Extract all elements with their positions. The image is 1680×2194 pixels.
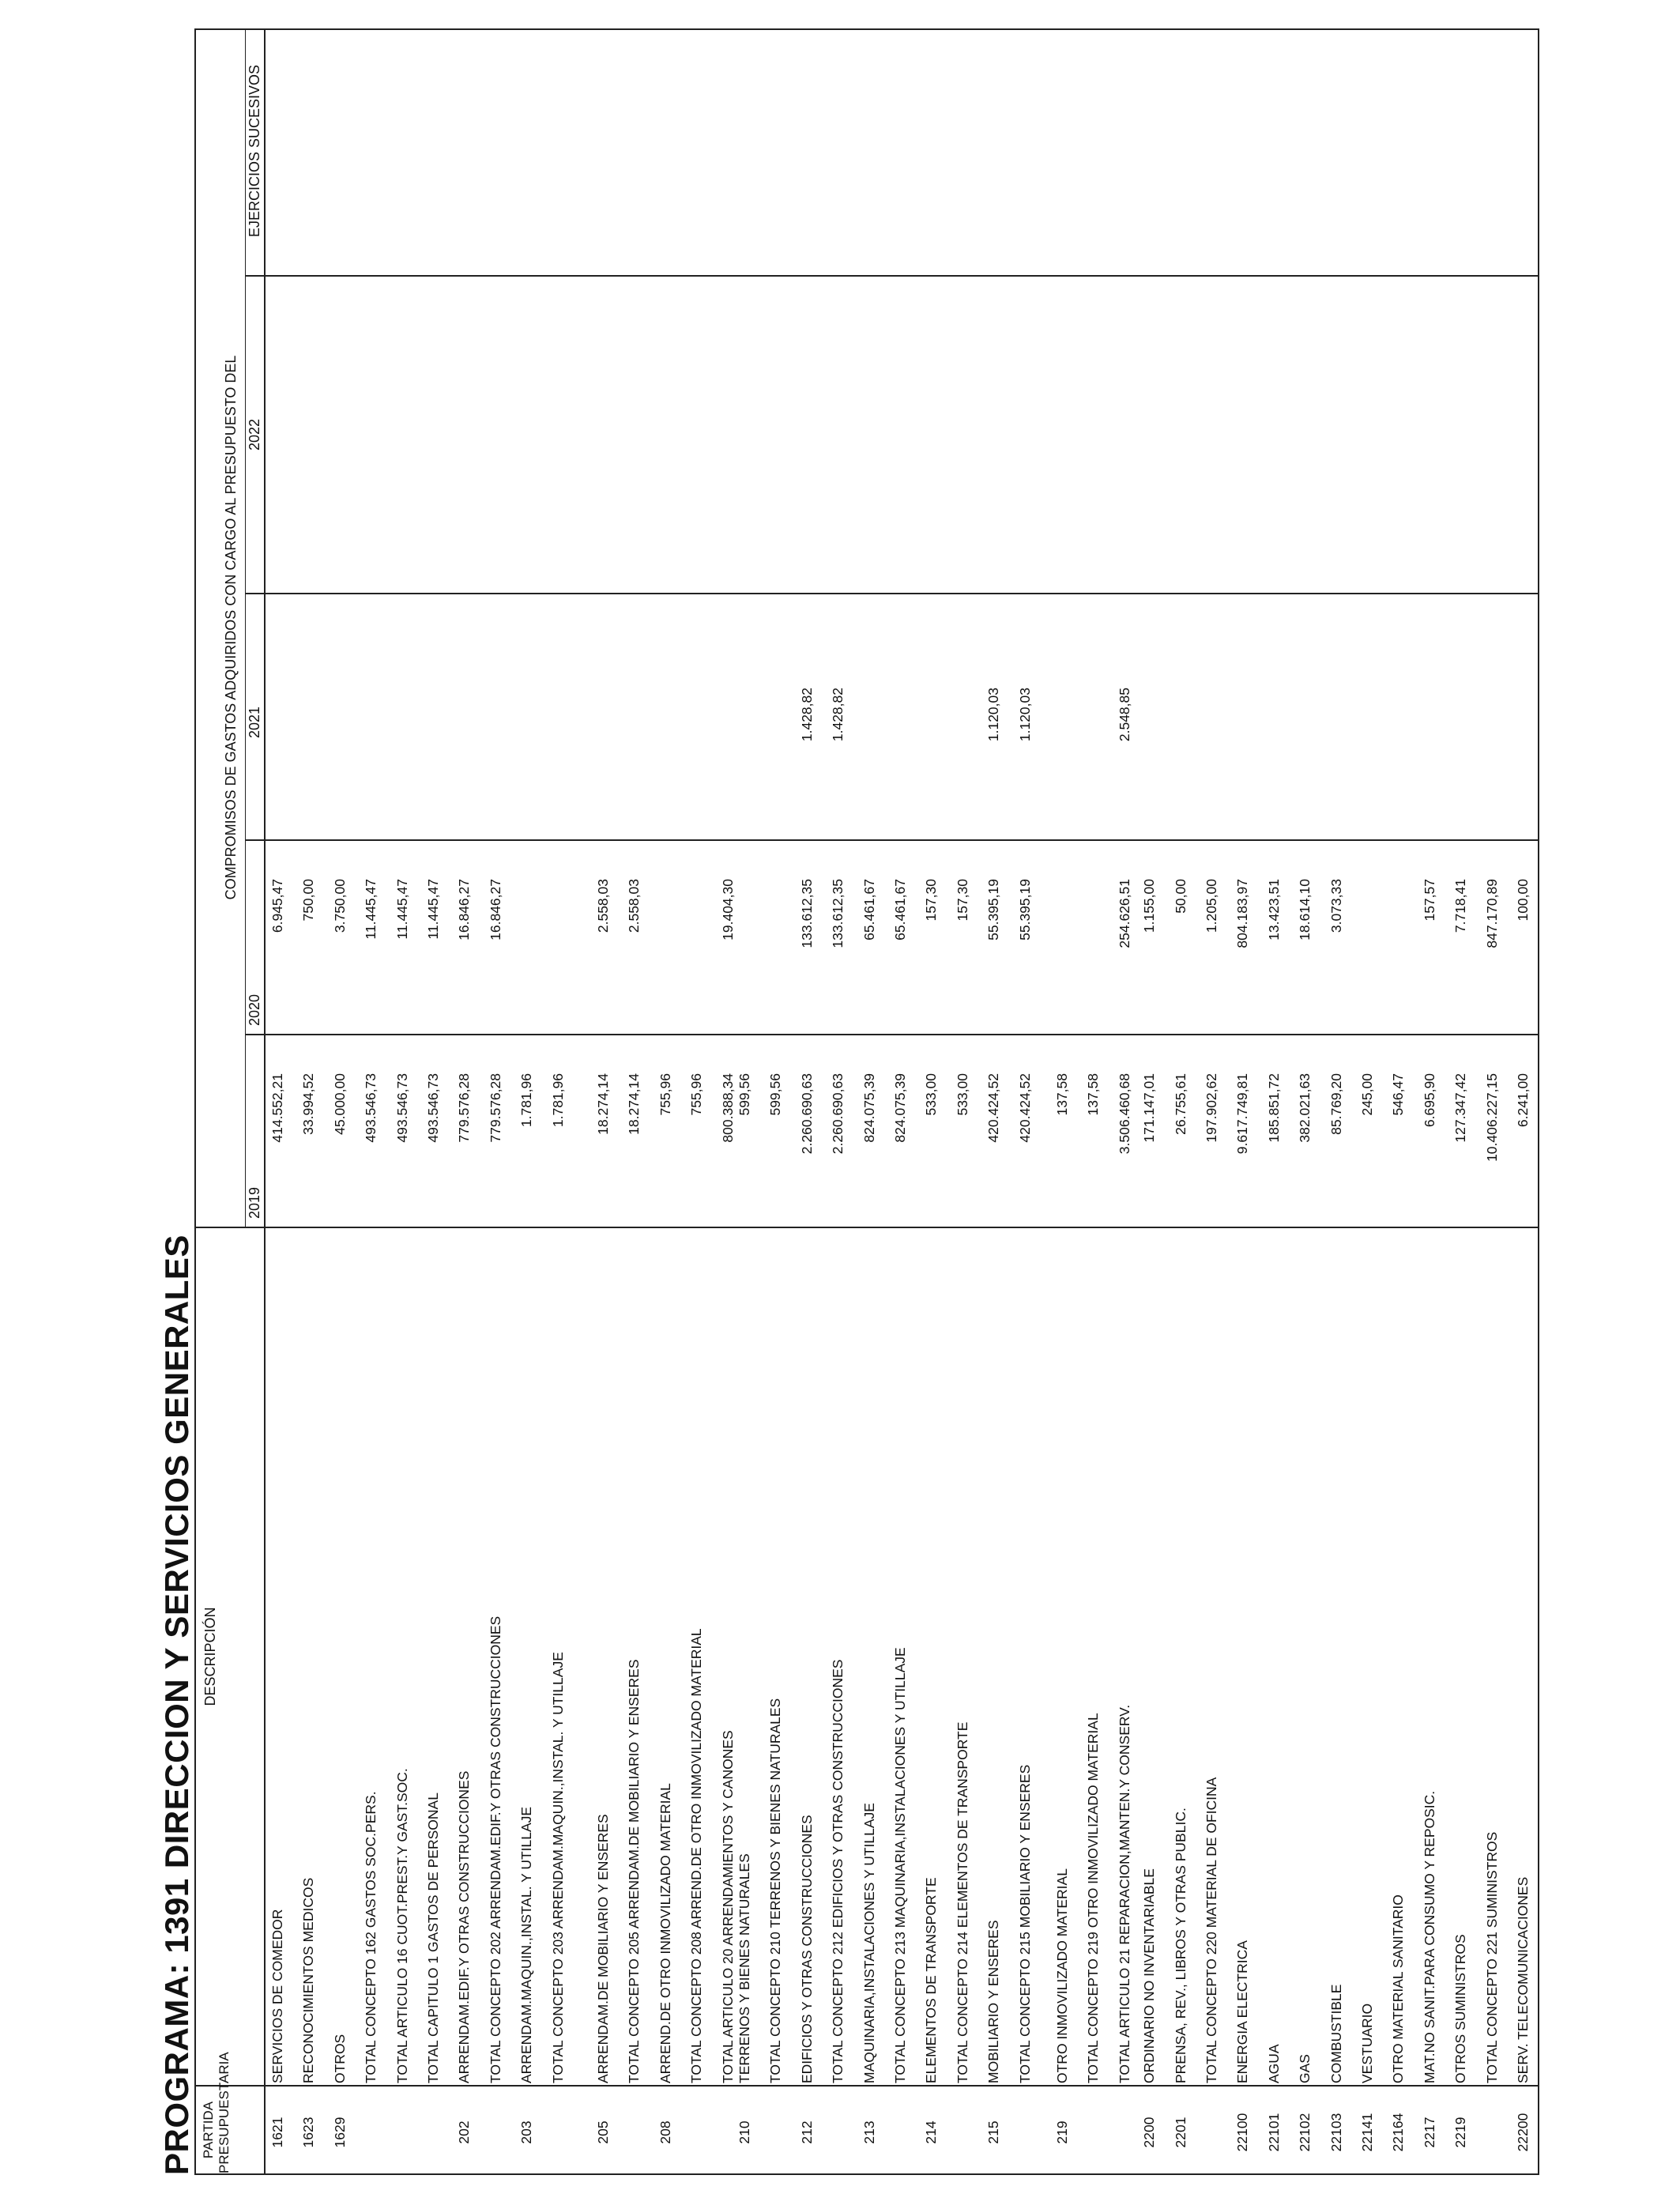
table-row bbox=[1358, 30, 1389, 2173]
amount-2019-cell: 779.576,28 bbox=[456, 1073, 473, 1143]
table-row bbox=[1203, 30, 1234, 2173]
descripcion-cell: EDIFICIOS Y OTRAS CONSTRUCCIONES bbox=[798, 1815, 815, 2083]
partida-cell: 214 bbox=[923, 2120, 940, 2144]
header-2022: 2022 bbox=[247, 418, 262, 451]
page-title: PROGRAMA: 1391 DIRECCION Y SERVICIOS GENERALES bbox=[158, 1235, 195, 2175]
amount-2019-cell: 414.552,21 bbox=[269, 1073, 285, 1143]
header-partida-line1: PARTIDA bbox=[201, 2101, 216, 2159]
table-row bbox=[767, 30, 797, 2173]
partida-cell: 2200 bbox=[1141, 2117, 1158, 2148]
amount-2019-cell: 171.147,01 bbox=[1141, 1073, 1158, 1143]
partida-cell: 22200 bbox=[1515, 2113, 1531, 2152]
table-row bbox=[1140, 30, 1171, 2173]
amount-2019-cell: 420.424,52 bbox=[985, 1073, 1002, 1143]
amount-2019-cell: 33.994,52 bbox=[300, 1073, 317, 1135]
amount-2020-cell: 13.423,51 bbox=[1265, 879, 1282, 941]
descripcion-cell: ARRENDAM.MAQUIN.,INSTAL. Y UTILLAJE bbox=[518, 1806, 535, 2083]
amount-2019-cell: 2.260.690,63 bbox=[798, 1073, 815, 1155]
table-row bbox=[394, 30, 424, 2173]
amount-2020-cell: 16.846,27 bbox=[456, 879, 473, 941]
partida-cell: 1623 bbox=[300, 2117, 317, 2148]
descripcion-cell: TOTAL ARTICULO 16 CUOT.PREST.Y GAST.SOC. bbox=[394, 1768, 410, 2083]
amount-2019-cell: 137,58 bbox=[1054, 1073, 1070, 1116]
amount-2019-cell: 779.576,28 bbox=[487, 1073, 503, 1143]
header-2021: 2021 bbox=[247, 706, 262, 739]
descripcion-cell: TOTAL CONCEPTO 202 ARRENDAM.EDIF.Y OTRAS CONSTRUCCIONES bbox=[487, 1615, 503, 2083]
header-compromisos: COMPROMISOS DE GASTOS ADQUIRIDOS CON CARGO AL PRESUPUESTO DEL bbox=[223, 355, 239, 900]
partida-cell: 205 bbox=[595, 2120, 611, 2144]
amount-2019-cell: 493.546,73 bbox=[363, 1073, 379, 1143]
partida-cell: 2217 bbox=[1421, 2117, 1437, 2148]
table-row bbox=[362, 30, 393, 2173]
amount-2019-cell: 800.388,34 bbox=[719, 1073, 736, 1143]
descripcion-cell: COMBUSTIBLE bbox=[1328, 1984, 1344, 2083]
descripcion-cell: MAQUINARIA,INSTALACIONES Y UTILLAJE bbox=[861, 1803, 877, 2083]
table-row bbox=[642, 30, 673, 2173]
table-row bbox=[1078, 30, 1109, 2173]
descripcion-cell: MAT.NO SANIT.PARA CONSUMO Y REPOSIC. bbox=[1421, 1790, 1437, 2083]
amount-2020-cell: 18.614,10 bbox=[1297, 879, 1313, 941]
descripcion-cell: TOTAL CONCEPTO 221 SUMINISTROS bbox=[1483, 1831, 1500, 2083]
table-row bbox=[922, 30, 953, 2173]
partida-cell: 208 bbox=[657, 2120, 673, 2144]
amount-2020-cell: 3.073,33 bbox=[1328, 879, 1344, 933]
table-row bbox=[1047, 30, 1078, 2173]
descripcion-cell: OTROS SUMINISTROS bbox=[1452, 1934, 1469, 2083]
amount-2019-cell: 493.546,73 bbox=[394, 1073, 410, 1143]
amount-2020-cell: 65.461,67 bbox=[861, 879, 877, 941]
table-row bbox=[891, 30, 922, 2173]
amount-2020-cell: 1.155,00 bbox=[1141, 879, 1158, 933]
amount-2019-cell: 1.781,96 bbox=[518, 1073, 535, 1128]
table-row bbox=[611, 30, 642, 2173]
amount-2020-cell: 55.395,19 bbox=[1016, 879, 1033, 941]
amount-2019-cell: 18.274,14 bbox=[626, 1073, 642, 1135]
header-partida bbox=[201, 2052, 232, 2173]
amount-2019-cell: 85.769,20 bbox=[1328, 1073, 1344, 1135]
partida-cell: 22141 bbox=[1359, 2113, 1375, 2152]
descripcion-cell: ARRENDAM.EDIF.Y OTRAS CONSTRUCCIONES bbox=[456, 1770, 473, 2083]
header-ejercicios-sucesivos: EJERCICIOS SUCESIVOS bbox=[247, 64, 262, 238]
descripcion-cell: ARREND.DE OTRO INMOVILIZADO MATERIAL bbox=[657, 1783, 673, 2083]
partida-cell: 2201 bbox=[1172, 2117, 1188, 2148]
descripcion-cell: TOTAL CONCEPTO 162 GASTOS SOC.PERS. bbox=[363, 1791, 379, 2083]
table-row bbox=[518, 30, 548, 2173]
descripcion-cell: TERRENOS Y BIENES NATURALES bbox=[736, 1853, 752, 2083]
amount-2020-cell: 19.404,30 bbox=[719, 879, 736, 941]
amount-2019-cell: 185.851,72 bbox=[1265, 1073, 1282, 1143]
amount-2019-cell: 533,00 bbox=[923, 1073, 940, 1116]
table-row bbox=[1483, 30, 1514, 2173]
table-row bbox=[1389, 30, 1420, 2173]
amount-2019-cell: 3.506.460,68 bbox=[1116, 1073, 1132, 1155]
partida-cell: 210 bbox=[736, 2120, 752, 2144]
table-row bbox=[1234, 30, 1264, 2173]
amount-2020-cell: 6.945,47 bbox=[269, 879, 285, 933]
amount-2020-cell: 750,00 bbox=[300, 879, 317, 922]
amount-2020-cell: 100,00 bbox=[1515, 879, 1531, 922]
descripcion-cell: AGUA bbox=[1265, 2044, 1282, 2083]
partida-cell: 22100 bbox=[1234, 2113, 1251, 2152]
amount-2020-cell: 11.445,47 bbox=[425, 879, 441, 940]
amount-2019-cell: 18.274,14 bbox=[595, 1073, 611, 1135]
descripcion-cell: TOTAL CONCEPTO 220 MATERIAL DE OFICINA bbox=[1203, 1777, 1219, 2083]
descripcion-cell: TOTAL CONCEPTO 210 TERRENOS Y BIENES NATURALES bbox=[767, 1698, 784, 2083]
header-bottom-line bbox=[264, 30, 266, 2173]
amount-2019-cell: 245,00 bbox=[1359, 1073, 1375, 1116]
partida-cell: 22102 bbox=[1297, 2113, 1313, 2152]
table-row bbox=[1328, 30, 1358, 2173]
descripcion-cell: OTROS bbox=[331, 2034, 348, 2083]
budget-table bbox=[194, 28, 1539, 2175]
header-descripcion: DESCRIPCIÓN bbox=[202, 1607, 218, 1706]
amount-2019-cell: 1.781,96 bbox=[549, 1073, 566, 1128]
amount-2019-cell: 824.075,39 bbox=[892, 1073, 908, 1143]
descripcion-cell: TOTAL ARTICULO 21 REPARACION,MANTEN.Y CONSERV. bbox=[1116, 1704, 1132, 2083]
table-row bbox=[549, 30, 580, 2173]
table-row bbox=[1421, 30, 1452, 2173]
descripcion-cell: RECONOCIMIENTOS MEDICOS bbox=[300, 1877, 317, 2083]
amount-2021-cell: 1.428,82 bbox=[830, 688, 846, 742]
partida-cell: 202 bbox=[456, 2120, 473, 2144]
header-group-line bbox=[245, 28, 246, 1228]
amount-2019-cell: 755,96 bbox=[688, 1073, 705, 1116]
amount-2020-cell: 11.445,47 bbox=[394, 879, 410, 940]
table-row bbox=[1514, 30, 1545, 2173]
descripcion-cell: SERV. TELECOMUNICACIONES bbox=[1515, 1876, 1531, 2083]
amount-2021-cell: 1.428,82 bbox=[798, 688, 815, 742]
amount-2019-cell: 6.695,90 bbox=[1421, 1073, 1437, 1128]
amount-2020-cell: 157,30 bbox=[954, 879, 970, 922]
table-row bbox=[455, 30, 486, 2173]
partida-cell: 203 bbox=[518, 2120, 535, 2144]
amount-2019-cell: 2.260.690,63 bbox=[830, 1073, 846, 1155]
partida-cell: 1621 bbox=[269, 2117, 285, 2148]
descripcion-cell: ORDINARIO NO INVENTARIABLE bbox=[1141, 1868, 1158, 2083]
partida-cell: 22101 bbox=[1265, 2113, 1282, 2152]
amount-2019-cell: 45.000,00 bbox=[331, 1073, 348, 1135]
descripcion-cell: TOTAL CAPITULO 1 GASTOS DE PERSONAL bbox=[425, 1793, 441, 2083]
amount-2020-cell: 157,57 bbox=[1421, 879, 1437, 922]
descripcion-cell: OTRO MATERIAL SANITARIO bbox=[1390, 1894, 1407, 2083]
amount-2019-cell: 382.021,63 bbox=[1297, 1073, 1313, 1143]
partida-cell: 22164 bbox=[1390, 2113, 1407, 2152]
amount-2020-cell: 16.846,27 bbox=[487, 879, 503, 941]
amount-2020-cell: 804.183,97 bbox=[1234, 879, 1251, 948]
descripcion-cell: ARRENDAM.DE MOBILIARIO Y ENSERES bbox=[595, 1814, 611, 2083]
descripcion-cell: TOTAL CONCEPTO 208 ARREND.DE OTRO INMOVILIZADO MATERIAL bbox=[688, 1628, 705, 2083]
partida-cell: 2219 bbox=[1452, 2117, 1469, 2148]
header-partida-line2: PRESUPUESTARIA bbox=[217, 2052, 232, 2173]
table-row bbox=[424, 30, 455, 2173]
amount-2021-cell: 2.548,85 bbox=[1116, 688, 1132, 742]
descripcion-cell: ELEMENTOS DE TRANSPORTE bbox=[923, 1877, 940, 2083]
table-row bbox=[269, 30, 299, 2173]
descripcion-cell: TOTAL CONCEPTO 215 MOBILIARIO Y ENSERES bbox=[1016, 1764, 1033, 2083]
partida-cell: 212 bbox=[798, 2120, 815, 2144]
table-row bbox=[798, 30, 829, 2173]
amount-2019-cell: 10.406.227,15 bbox=[1483, 1073, 1500, 1162]
partida-cell: 219 bbox=[1054, 2120, 1070, 2144]
partida-cell: 213 bbox=[861, 2120, 877, 2144]
amount-2019-cell: 493.546,73 bbox=[425, 1073, 441, 1143]
descripcion-cell: MOBILIARIO Y ENSERES bbox=[985, 1920, 1002, 2083]
table-row bbox=[861, 30, 891, 2173]
amount-2021-cell: 1.120,03 bbox=[985, 688, 1002, 742]
amount-2021-cell: 1.120,03 bbox=[1016, 688, 1033, 742]
amount-2020-cell: 65.461,67 bbox=[892, 879, 908, 941]
partida-cell: 1629 bbox=[331, 2117, 348, 2148]
amount-2019-cell: 137,58 bbox=[1085, 1073, 1102, 1116]
descripcion-cell: TOTAL CONCEPTO 203 ARRENDAM.MAQUIN.,INSTAL. Y UTILLAJE bbox=[549, 1652, 566, 2083]
amount-2020-cell: 133.612,35 bbox=[798, 879, 815, 948]
descripcion-cell: TOTAL CONCEPTO 205 ARRENDAM.DE MOBILIARIO Y ENSERES bbox=[626, 1659, 642, 2083]
amount-2019-cell: 599,56 bbox=[767, 1073, 784, 1116]
amount-2019-cell: 26.755,61 bbox=[1172, 1073, 1188, 1135]
table-row bbox=[1265, 30, 1296, 2173]
amount-2019-cell: 546,47 bbox=[1390, 1073, 1407, 1116]
amount-2019-cell: 533,00 bbox=[954, 1073, 970, 1116]
partida-cell: 22103 bbox=[1328, 2113, 1344, 2152]
descripcion-cell: TOTAL CONCEPTO 219 OTRO INMOVILIZADO MATERIAL bbox=[1085, 1713, 1102, 2083]
descripcion-cell: ENERGIA ELECTRICA bbox=[1234, 1940, 1251, 2083]
table-row bbox=[1452, 30, 1482, 2173]
descripcion-cell: VESTUARIO bbox=[1359, 2003, 1375, 2083]
amount-2019-cell: 9.617.749,81 bbox=[1234, 1073, 1251, 1155]
amount-2019-cell: 127.347,42 bbox=[1452, 1073, 1469, 1143]
table-row bbox=[1016, 30, 1047, 2173]
table-row bbox=[673, 30, 704, 2173]
amount-2019-cell: 420.424,52 bbox=[1016, 1073, 1033, 1143]
table-row bbox=[487, 30, 518, 2173]
descripcion-cell: TOTAL ARTICULO 20 ARRENDAMIENTOS Y CANONES bbox=[719, 1730, 736, 2083]
amount-2019-cell: 6.241,00 bbox=[1515, 1073, 1531, 1128]
amount-2019-cell: 755,96 bbox=[657, 1073, 673, 1116]
amount-2020-cell: 847.170,89 bbox=[1483, 879, 1500, 948]
amount-2020-cell: 133.612,35 bbox=[830, 879, 846, 948]
amount-2020-cell: 50,00 bbox=[1172, 879, 1188, 914]
header-2020: 2020 bbox=[247, 993, 262, 1027]
descripcion-cell: TOTAL CONCEPTO 212 EDIFICIOS Y OTRAS CONSTRUCCIONES bbox=[830, 1659, 846, 2083]
table-row bbox=[705, 30, 736, 2173]
table-row bbox=[299, 30, 330, 2173]
partida-cell: 215 bbox=[985, 2120, 1002, 2144]
amount-2020-cell: 11.445,47 bbox=[363, 879, 379, 940]
table-row bbox=[829, 30, 860, 2173]
table-row bbox=[331, 30, 362, 2173]
table-row bbox=[985, 30, 1015, 2173]
amount-2020-cell: 157,30 bbox=[923, 879, 940, 922]
amount-2020-cell: 7.718,41 bbox=[1452, 879, 1469, 933]
table-row bbox=[1172, 30, 1203, 2173]
descripcion-cell: GAS bbox=[1297, 2054, 1313, 2083]
amount-2019-cell: 197.902,62 bbox=[1203, 1073, 1219, 1143]
table-row bbox=[954, 30, 985, 2173]
amount-2020-cell: 55.395,19 bbox=[985, 879, 1002, 941]
table-row bbox=[736, 30, 767, 2173]
table-row bbox=[1296, 30, 1327, 2173]
descripcion-cell: SERVICIOS DE COMEDOR bbox=[269, 1909, 285, 2083]
amount-2020-cell: 1.205,00 bbox=[1203, 879, 1219, 933]
table-row bbox=[580, 30, 611, 2173]
descripcion-cell: TOTAL CONCEPTO 213 MAQUINARIA,INSTALACIONES Y UTILLAJE bbox=[892, 1647, 908, 2083]
amount-2020-cell: 254.626,51 bbox=[1116, 879, 1132, 948]
descripcion-cell: OTRO INMOVILIZADO MATERIAL bbox=[1054, 1868, 1070, 2083]
table-row bbox=[1109, 30, 1140, 2173]
descripcion-cell: PRENSA, REV., LIBROS Y OTRAS PUBLIC. bbox=[1172, 1808, 1188, 2083]
amount-2020-cell: 2.558,03 bbox=[626, 879, 642, 933]
amount-2020-cell: 2.558,03 bbox=[595, 879, 611, 933]
amount-2019-cell: 599,56 bbox=[736, 1073, 752, 1116]
amount-2020-cell: 3.750,00 bbox=[331, 879, 348, 933]
descripcion-cell: TOTAL CONCEPTO 214 ELEMENTOS DE TRANSPORTE bbox=[954, 1721, 970, 2083]
amount-2019-cell: 824.075,39 bbox=[861, 1073, 877, 1143]
header-2019: 2019 bbox=[247, 1186, 262, 1220]
